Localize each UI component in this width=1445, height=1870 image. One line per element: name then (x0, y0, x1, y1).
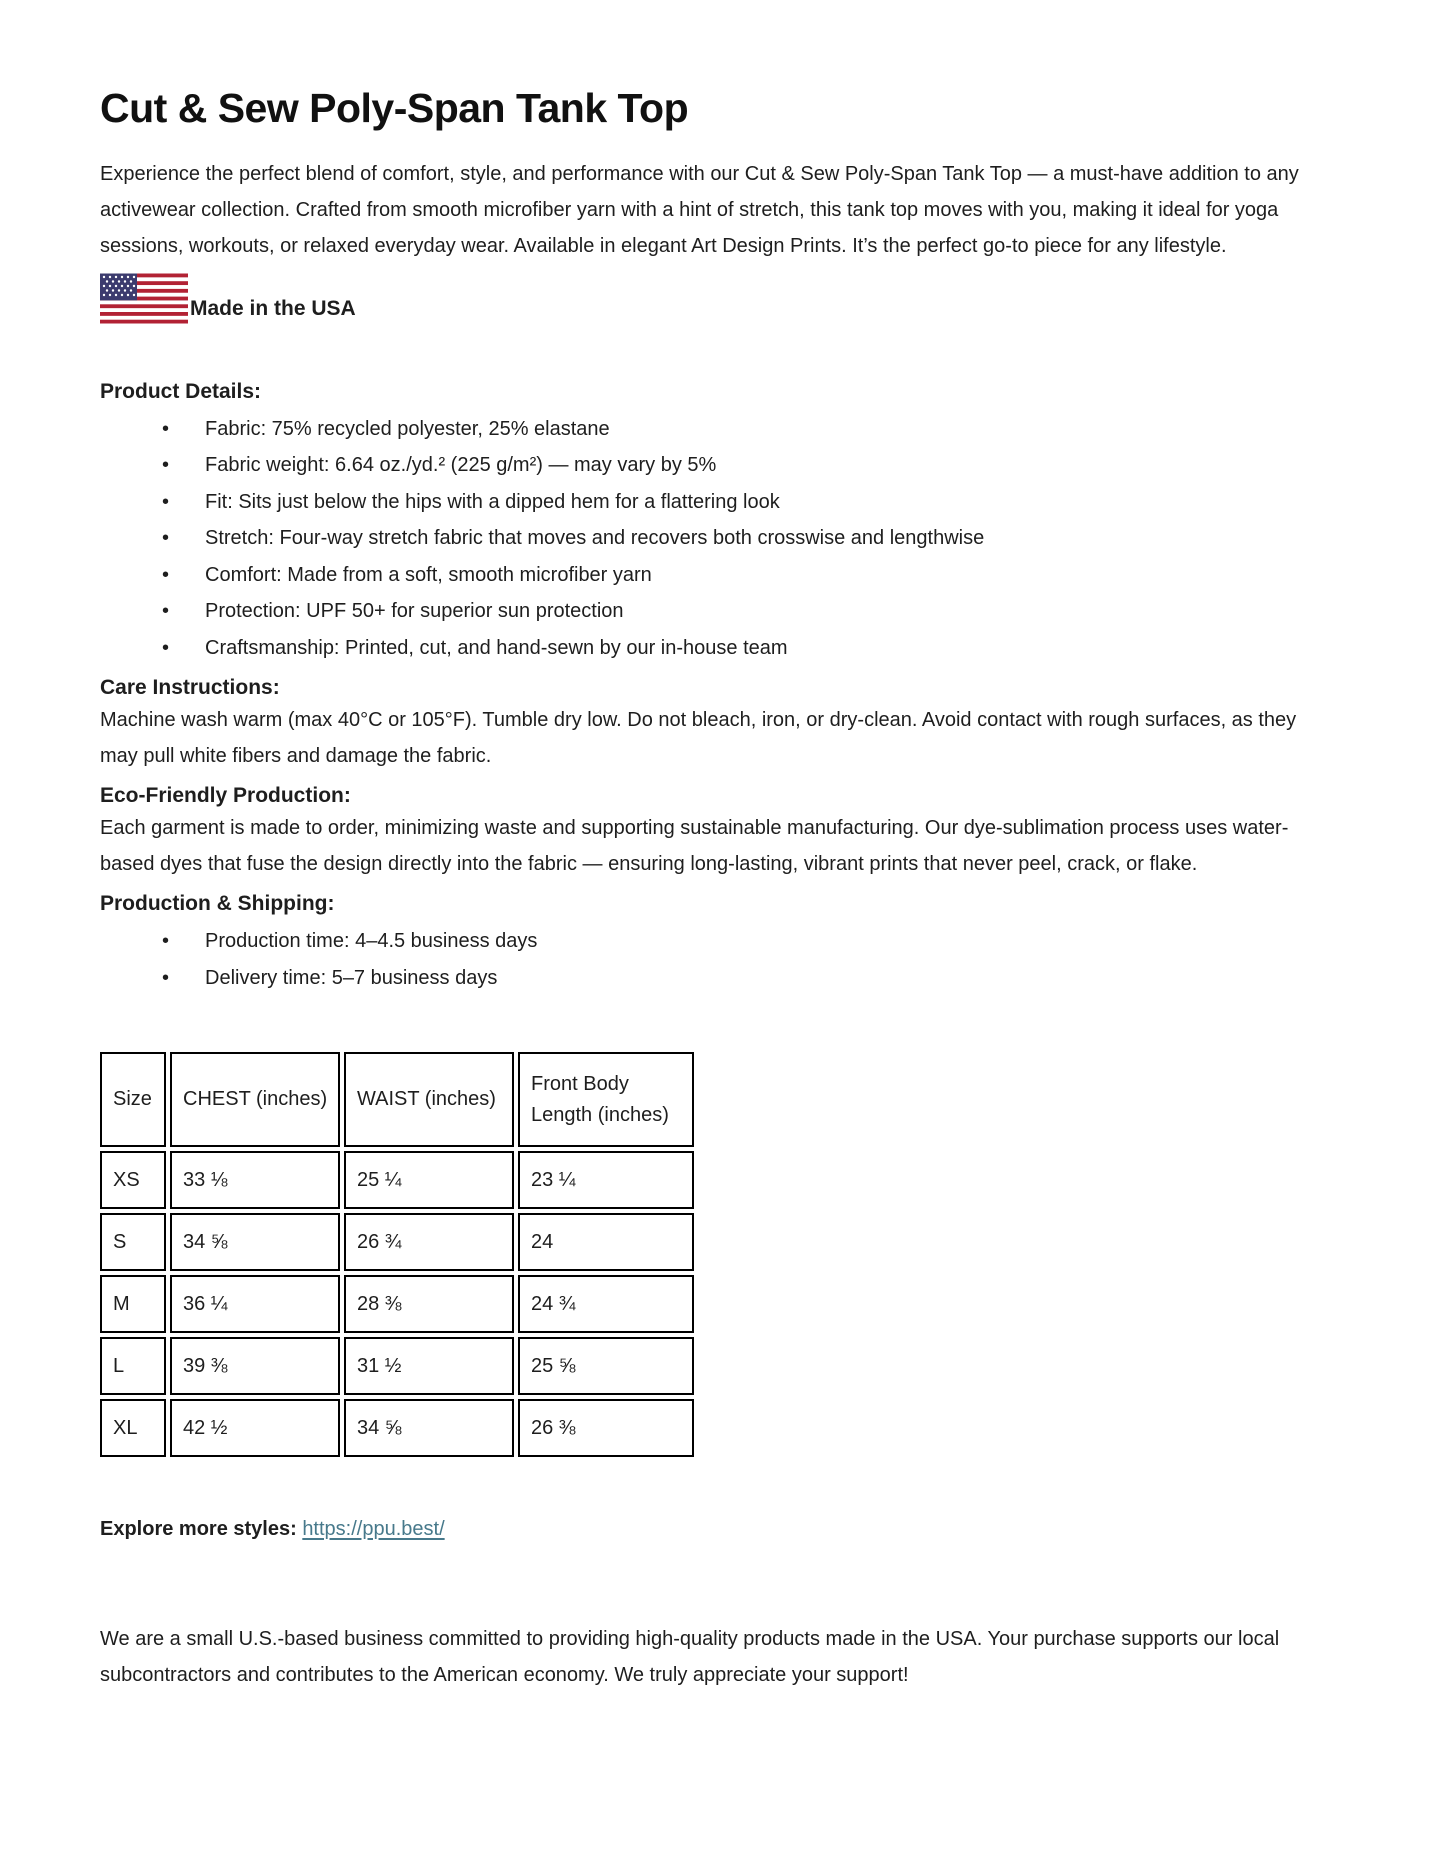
table-header-cell: Size (100, 1052, 166, 1147)
explore-more-row (100, 1511, 1315, 1547)
table-cell: XL (100, 1399, 166, 1457)
list-item: • Fabric weight: 6.64 oz./yd.² (225 g/m²) — may vary by 5% (100, 447, 1315, 484)
table-row (100, 1151, 694, 1209)
table-cell: 25 ⅝ (518, 1337, 694, 1395)
production-shipping-list (100, 923, 1315, 996)
size-chart-table (96, 1048, 698, 1461)
table-header-row (100, 1052, 694, 1147)
list-item: • Delivery time: 5–7 business days (100, 960, 1315, 997)
list-item: • Protection: UPF 50+ for superior sun protection (100, 593, 1315, 630)
table-row (100, 1337, 694, 1395)
care-instructions-heading: Care Instructions: (100, 676, 280, 700)
product-details-heading: Product Details: (100, 379, 262, 403)
table-cell: 34 ⅝ (170, 1213, 340, 1271)
table-header-cell: WAIST (inches) (344, 1052, 514, 1147)
table-cell: 36 ¼ (170, 1275, 340, 1333)
made-in-usa-label: Made in the USA (190, 296, 356, 320)
footer-note: We are a small U.S.-based business committed to providing high-quality products made in the USA. Your purchase supports our local subcontractors and contributes to the American economy. We truly appreciate your support! (100, 1628, 1280, 1687)
list-item: • Stretch: Four-way stretch fabric that moves and recovers both crosswise and lengthwise (100, 520, 1315, 557)
explore-more-label: Explore more styles: (100, 1518, 297, 1541)
table-cell: 24 (518, 1213, 694, 1271)
table-cell: XS (100, 1151, 166, 1209)
usa-flag-icon (100, 271, 188, 326)
eco-production-text: Each garment is made to order, minimizing waste and supporting sustainable manufacturing. Our dye-sublimation process uses water-based dyes that fuse the design directly into the fabric — ensuring long-lasting, vibrant prints that never peel, crack, or flake. (100, 817, 1289, 876)
table-cell: S (100, 1213, 166, 1271)
table-cell: 24 ¾ (518, 1275, 694, 1333)
table-cell: 23 ¼ (518, 1151, 694, 1209)
table-cell: 42 ½ (170, 1399, 340, 1457)
table-row (100, 1275, 694, 1333)
table-cell: 25 ¼ (344, 1151, 514, 1209)
table-cell: 31 ½ (344, 1337, 514, 1395)
page-title: Cut & Sew Poly-Span Tank Top (100, 85, 689, 131)
list-item: • Craftsmanship: Printed, cut, and hand-sewn by our in-house team (100, 630, 1315, 667)
table-cell: 28 ⅜ (344, 1275, 514, 1333)
list-item: • Comfort: Made from a soft, smooth microfiber yarn (100, 557, 1315, 594)
table-cell: 26 ⅜ (518, 1399, 694, 1457)
table-header-cell: CHEST (inches) (170, 1052, 340, 1147)
eco-production-heading: Eco-Friendly Production: (100, 784, 351, 808)
product-details-list (100, 411, 1315, 667)
care-instructions-text: Machine wash warm (max 40°C or 105°F). Tumble dry low. Do not bleach, iron, or dry-clean. Avoid contact with rough surfaces, as they may pull white fibers and damage the fabric. (100, 709, 1297, 768)
table-cell: L (100, 1337, 166, 1395)
table-cell: M (100, 1275, 166, 1333)
table-row (100, 1399, 694, 1457)
list-item: • Fabric: 75% recycled polyester, 25% elastane (100, 411, 1315, 448)
explore-more-link[interactable]: https://ppu.best/ (302, 1518, 445, 1541)
table-cell: 33 ⅛ (170, 1151, 340, 1209)
table-cell: 39 ⅜ (170, 1337, 340, 1395)
table-cell: 34 ⅝ (344, 1399, 514, 1457)
product-description: Experience the perfect blend of comfort, style, and performance with our Cut & Sew Poly-Span Tank Top — a must-have addition to any activewear collection. Crafted from smooth microfiber yarn with a hint of stretch, this tank top moves with you, making it ideal for yoga sessions, workouts, or relaxed everyday wear. Available in elegant Art Design Prints. It’s the perfect go-to piece for any lifestyle. (100, 162, 1299, 257)
table-row (100, 1213, 694, 1271)
production-shipping-heading: Production & Shipping: (100, 892, 335, 916)
list-item: • Fit: Sits just below the hips with a dipped hem for a flattering look (100, 484, 1315, 521)
table-header-cell: Front Body Length (inches) (518, 1052, 694, 1147)
table-cell: 26 ¾ (344, 1213, 514, 1271)
made-in-usa-row (100, 270, 1315, 326)
list-item: • Production time: 4–4.5 business days (100, 923, 1315, 960)
